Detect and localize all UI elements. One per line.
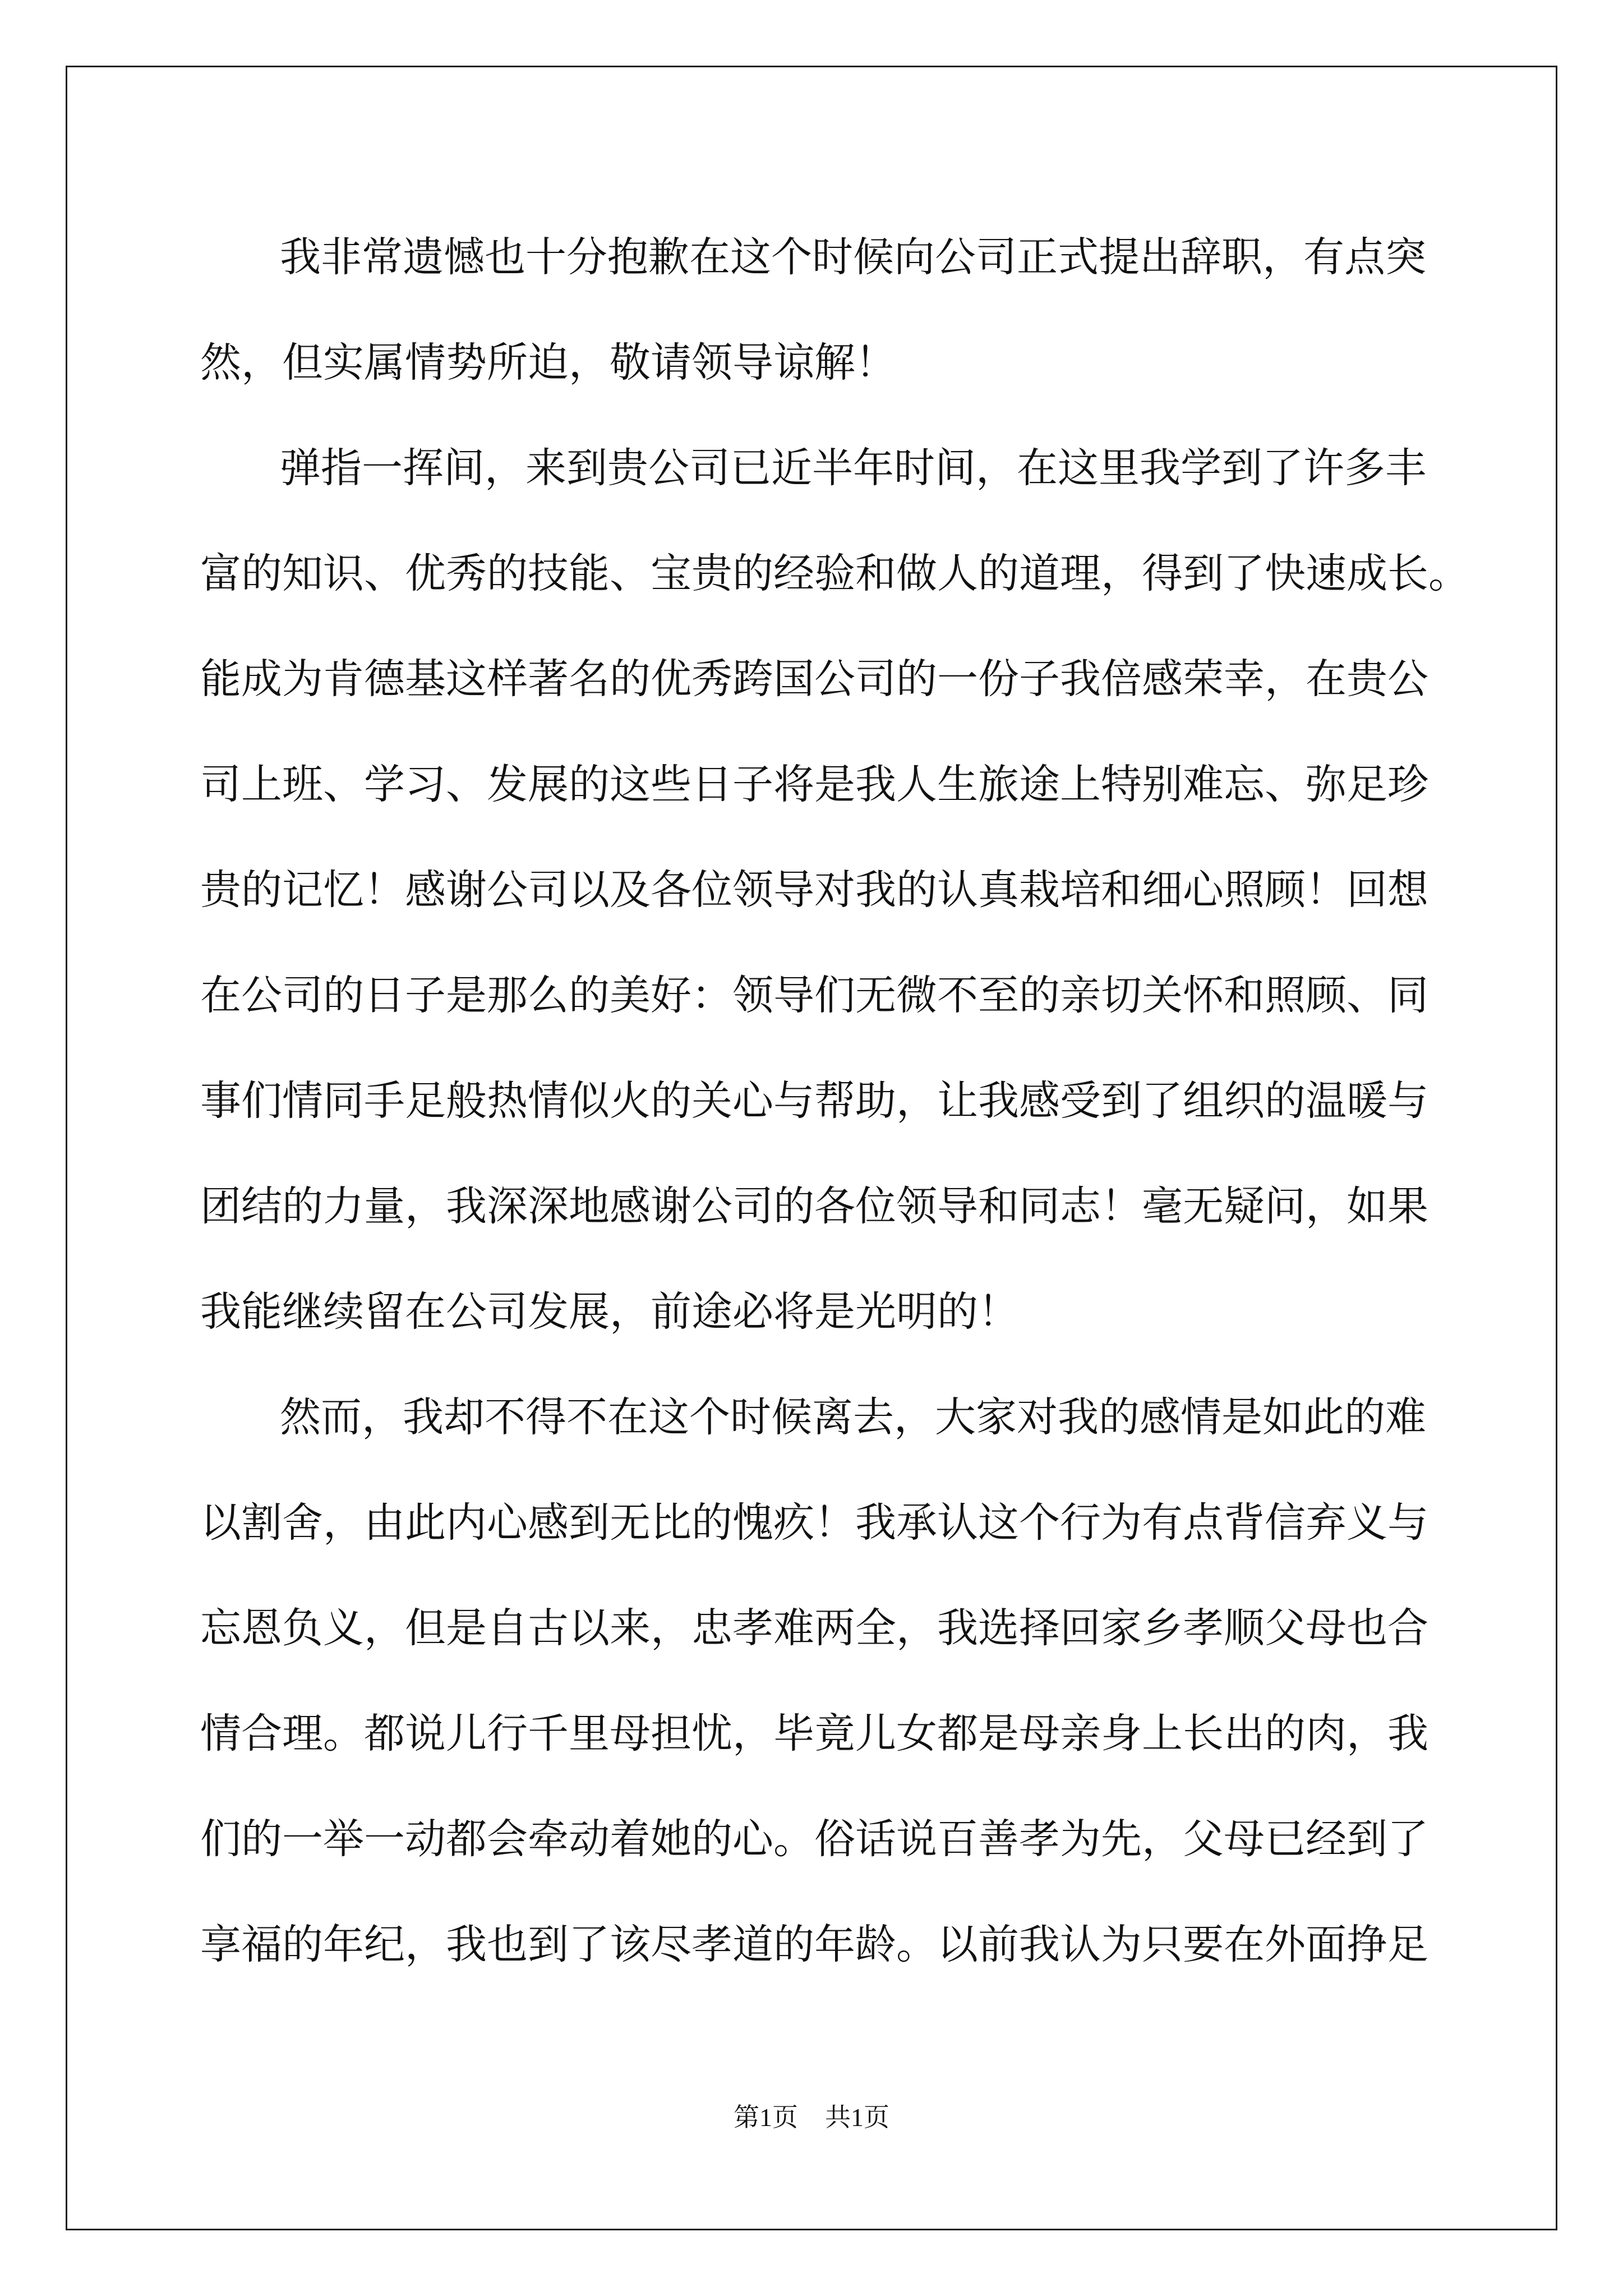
text-line: 以割舍，由此内心感到无比的愧疚！我承认这个行为有点背信弃义与 [200,1499,1428,1547]
page-number: 第1页 [734,2103,798,2132]
text-line: 我非常遗憾也十分抱歉在这个时候向公司正式提出辞职，有点突 [280,233,1426,281]
page-footer [0,2097,1623,2134]
text-line: 忘恩负义，但是自古以来，忠孝难两全，我选择回家乡孝顺父母也合 [200,1604,1428,1652]
text-line: 享福的年纪，我也到了该尽孝道的年龄。以前我认为只要在外面挣足 [200,1921,1428,1968]
text-line: 能成为肯德基这样著名的优秀跨国公司的一份子我倍感荣幸，在贵公 [200,655,1428,703]
text-line: 贵的记忆！感谢公司以及各位领导对我的认真栽培和细心照顾！回想 [200,866,1428,914]
text-line: 富的知识、优秀的技能、宝贵的经验和做人的道理，得到了快速成长。 [200,550,1469,597]
text-line: 弹指一挥间，来到贵公司已近半年时间，在这里我学到了许多丰 [280,444,1426,492]
text-line: 情合理。都说儿行千里母担忧，毕竟儿女都是母亲身上长出的肉，我 [200,1710,1428,1757]
page-total: 共1页 [825,2103,889,2132]
text-line: 在公司的日子是那么的美好：领导们无微不至的亲切关怀和照顾、同 [200,972,1428,1019]
text-line: 我能继续留在公司发展，前途必将是光明的！ [200,1288,1019,1336]
text-line: 司上班、学习、发展的这些日子将是我人生旅途上特别难忘、弥足珍 [200,761,1428,808]
text-line: 然而，我却不得不在这个时候离去，大家对我的感情是如此的难 [280,1393,1426,1441]
text-line: 团结的力量，我深深地感谢公司的各位领导和同志！毫无疑问，如果 [200,1182,1428,1230]
text-line: 们的一举一动都会牵动着她的心。俗话说百善孝为先，父母已经到了 [200,1815,1428,1863]
text-line: 事们情同手足般热情似火的关心与帮助，让我感受到了组织的温暖与 [200,1077,1428,1125]
document-body [200,205,1469,1998]
text-line: 然，但实属情势所迫，敬请领导谅解！ [200,339,896,386]
